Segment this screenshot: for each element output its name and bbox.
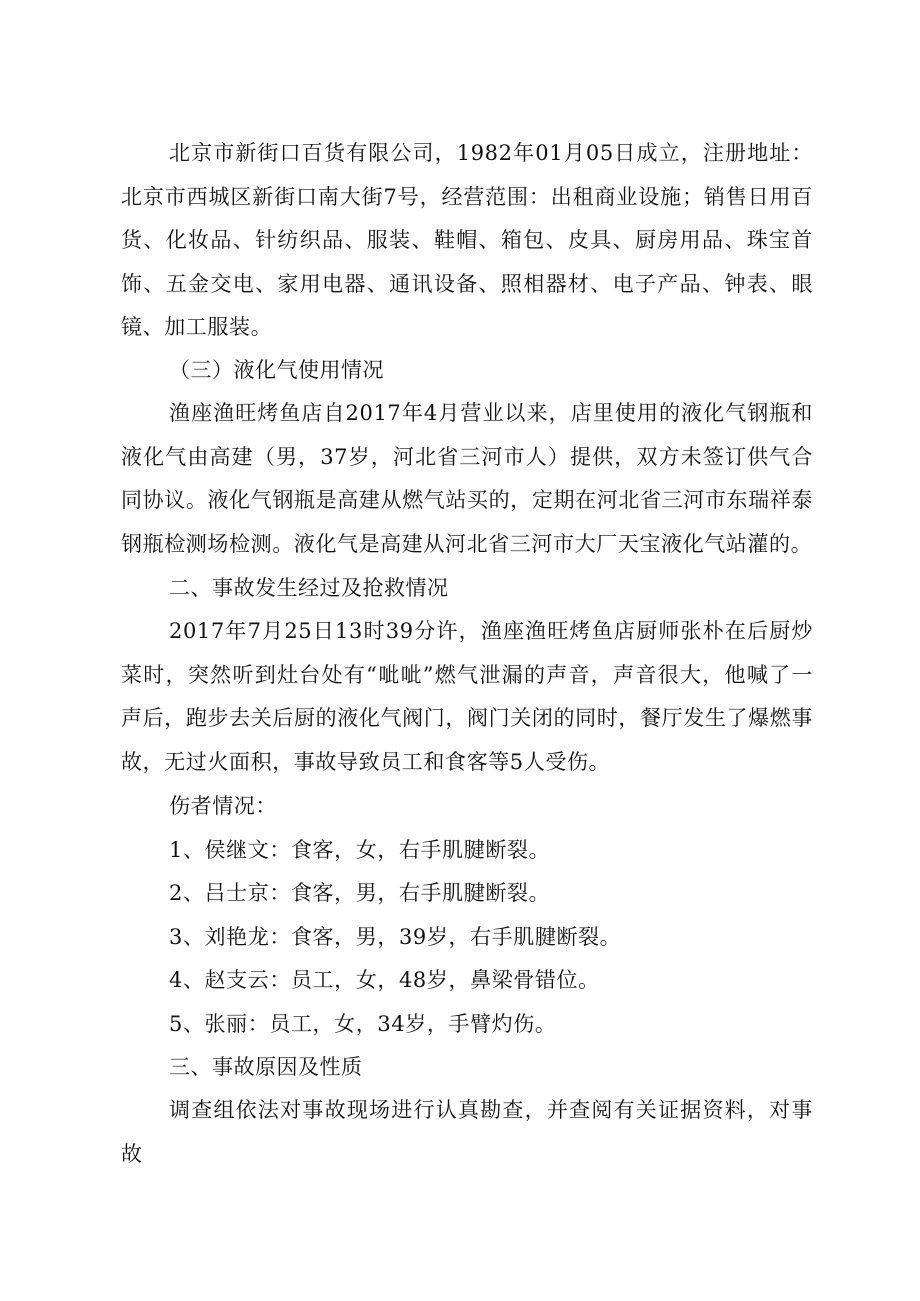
gas-usage-paragraph: 渔座渔旺烤鱼店自2017年4月营业以来，店里使用的液化气钢瓶和液化气由高建（男，37岁，河北省三河市人）提供，双方未签订供气合同协议。液化气钢瓶是高建从燃气站买的，定期在河北省三河市东瑞祥泰钢瓶检测场检测。液化气是高建从河北省三河市大厂天宝液化气站灌的。	[121, 401, 813, 556]
accident-paragraph: 2017年7月25日13时39分许，渔座渔旺烤鱼店厨师张朴在后厨炒菜时，突然听到灶台处有“呲呲”燃气泄漏的声音，声音很大，他喊了一声后，跑步去关后厨的液化气阀门，阀门关闭的同时，餐厅发生了爆燃事故，无过火面积，事故导致员工和食客等5人受伤。	[121, 619, 813, 774]
company-paragraph: 北京市新街口百货有限公司，1982年01月05日成立，注册地址：北京市西城区新街口南大街7号，经营范围：出租商业设施；销售日用百货、化妆品、针纺织品、服装、鞋帽、箱包、皮具、厨房用品、珠宝首饰、五金交电、家用电器、通讯设备、照相器材、电子产品、钟表、眼镜、加工服装。	[121, 141, 813, 339]
injured-item-1: 1、侯继文：食客，女，右手肌腱断裂。	[169, 838, 551, 862]
injured-item-5: 5、张丽：员工，女，34岁，手臂灼伤。	[169, 1012, 557, 1036]
injured-item-3: 3、刘艳龙：食客，男，39岁，右手肌腱断裂。	[169, 925, 622, 949]
injured-title: 伤者情况：	[169, 794, 277, 818]
section-heading-accident: 二、事故发生经过及抢救情况	[169, 576, 449, 600]
section-heading-cause: 三、事故原因及性质	[169, 1055, 363, 1079]
cause-paragraph: 调查组依法对事故现场进行认真勘查，并查阅有关证据资料，对事故	[121, 1098, 813, 1166]
section-heading-gas-usage: （三）液化气使用情况	[169, 358, 384, 382]
injured-item-2: 2、吕士京：食客，男，右手肌腱断裂。	[169, 881, 551, 905]
injured-item-4: 4、赵支云：员工，女，48岁，鼻梁骨错位。	[169, 968, 600, 992]
